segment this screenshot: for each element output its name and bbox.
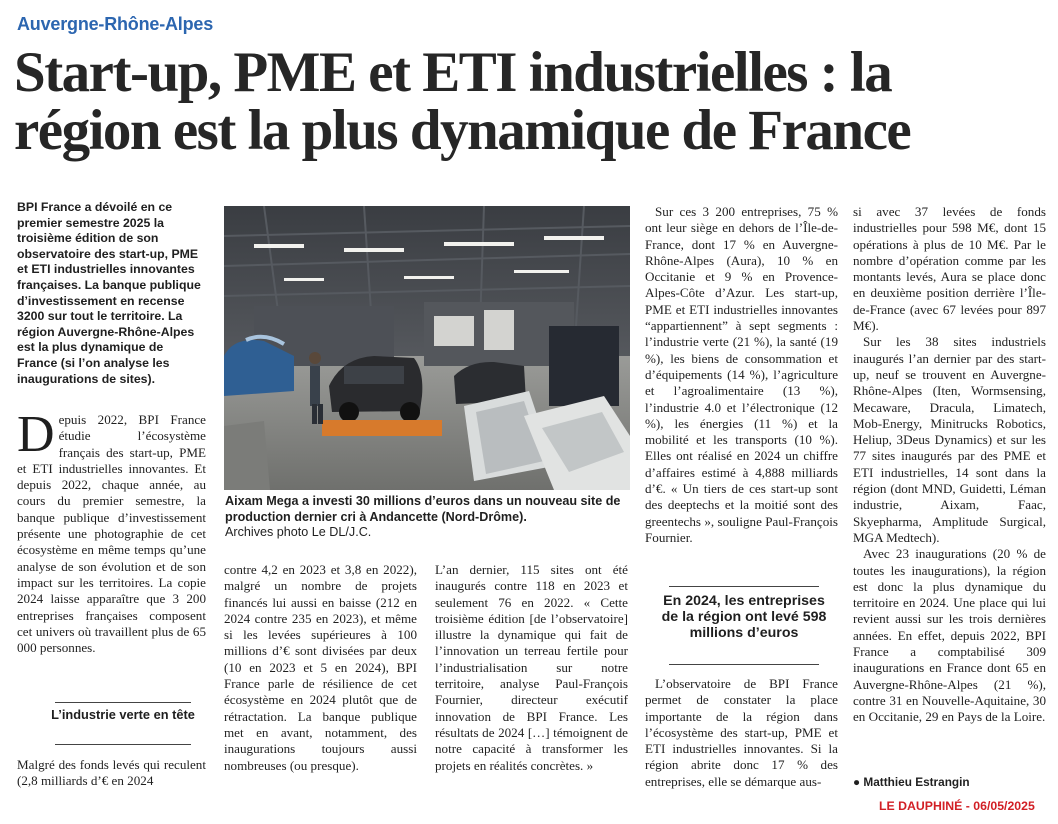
callout-rule-bottom bbox=[669, 664, 819, 665]
headline-line-2: région est la plus dynamique de France bbox=[14, 99, 911, 162]
author-name: Matthieu Estrangin bbox=[863, 775, 970, 789]
headline-line-1: Start-up, PME et ETI industrielles : la bbox=[14, 41, 892, 104]
author-signature bbox=[853, 775, 970, 789]
column-1-continued bbox=[17, 757, 206, 790]
paragraph-conclusion: Avec 23 inaugurations (20 % de toutes les inaugurations), la région est donc la plus dynamique du territoire en 2024. Une place qui lui revient aussi sur les trois dernières années. En effet, depuis 2022, BPI France a comptabilisé 309 inaugurations en France dont 65 en Auvergne-Rhône-Alpes (21 %), contre 31 en Nouvelle-Aquitaine, 30 en Occitanie, 29 en Pays de la Loire. bbox=[853, 546, 1046, 725]
column-2 bbox=[224, 562, 417, 774]
paragraph-segments: Sur ces 3 200 entreprises, 75 % ont leur siège en dehors de l’Île-de-France, dont 17 % en Auvergne-Rhône-Alpes (Aura), 10 % en Occitanie et 9 % en Provence-Alpes-Côte d’Azur. Les start-up, PME et ETI industrielles innovantes “appartiennent” à sept segments : l’industrie verte (21 %), la santé (19 %), les biens de consommation et d’équipements (14 %), l’agriculture et l’agroalimentaire (13 %), l’industrie 4.0 et l’électronique (12 %), les énergies (11 %) et la mobilité et les transports (10 %). Elles ont réalisé en 2024 un chiffre d’affaires estimé à 4,888 milliards d’€. « Un tiers de ces start-up sont des deeptechs et la moitié sont des greentechs », souligne Paul-François Fournier. bbox=[645, 204, 838, 545]
paragraph-sites: Sur les 38 sites industriels inaugurés l’an dernier par des start-up, neuf se trouvent en Auvergne-Rhône-Alpes (Iten, Wormsensing, Mecaware, Dracula, Limatech, Mob-Energy, Minitrucks Robotics, Heliup, 3Deus Dynamics) et sur les 77 sites inaugurés par des PME et ETI industrielles, 14 sont dans la région (dont MND, Guidetti, Léman industrie, Aixam, Faac, Skyepharma, Amplitude Surgical, MGA Medtech). bbox=[853, 334, 1046, 545]
caption-text: Aixam Mega a investi 30 millions d’euros dans un nouveau site de production dernier cri à Andancette (Nord-Drôme). bbox=[225, 494, 621, 524]
paragraph-resilience: contre 4,2 en 2023 et 3,8 en 2022), malgré un nombre de projets financés lui aussi en baisse (212 en 2024 contre 235 en 2023), et même si les levées supérieures à 100 millions d’€ sont divisées par deux (10 en 2023 et 5 en 2024), BPI France parle de résilience de cet écosystème en 2024 plutôt que de rétractation. La banque publique met en avant, notamment, des inaugurations toujours aussi nombreuses (ou presque). bbox=[224, 562, 417, 773]
subhead-rule-top bbox=[55, 702, 191, 703]
column-3 bbox=[435, 562, 628, 774]
column-1 bbox=[17, 406, 206, 656]
paragraph-observatory: L’observatoire de BPI France permet de constater la place importante de la région dans l’écosystème des start-up, PME et ETI industrielles innovantes. Si la région abrite donc 17 % des entreprises, elle se démarque aus- bbox=[645, 676, 838, 789]
region-label: Auvergne-Rhône-Alpes bbox=[17, 14, 214, 34]
paragraph-funds: Malgré des fonds levés qui reculent (2,8 milliards d’€ en 2024 bbox=[17, 757, 206, 789]
column-4-continued bbox=[645, 676, 838, 790]
callout-rule-top bbox=[669, 586, 819, 587]
drop-cap: D bbox=[17, 406, 55, 463]
paragraph-inaugurations: L’an dernier, 115 sites ont été inaugurés contre 118 en 2023 et seulement 76 en 2022. « Cette troisième édition [de l’observatoire] illustre la dynamique qui fait de l’innovation un terreau fertile pour l’industrialisation sur notre territoire, analyse Paul-François Fournier, directeur exécutif innovation de BPI France. Les résultats de 2024 […] témoignent de notre capacité à transformer les projets en réalités concrètes. » bbox=[435, 562, 628, 773]
headline bbox=[14, 41, 1054, 162]
lead-paragraph: BPI France a dévoilé en ce premier semestre 2025 la troisième édition de son observatoire des start-up, PME et ETI industrielles innovantes françaises. La banque publique d’investissement en recense 3200 sur tout le territoire. La région Auvergne-Rhône-Alpes est la plus dynamique de France (si l’on analyse les inaugurations de sites). bbox=[17, 200, 201, 386]
callout-box: En 2024, les entreprises de la région ont levé 598 millions d’euros bbox=[661, 593, 827, 642]
photo-credit: Archives photo Le DL/J.C. bbox=[225, 525, 372, 540]
column-5 bbox=[853, 204, 1046, 726]
bullet-icon: ● bbox=[853, 775, 861, 789]
intro-paragraph bbox=[17, 406, 206, 656]
intro-text: epuis 2022, BPI France étudie l’écosystème français des start-up, PME et ETI industrielles innovantes. Et depuis 2022, chaque année, au cours du premier semestre, la banque publique d’investissement présente une photographie de cet écosystème en même temps qu’une analyse de son évolution et de son impact sur les territoires. La copie 2024 laisse apparaître que 3 200 entreprises françaises composent cet univers où travaillent plus de 65 000 personnes. bbox=[17, 412, 206, 656]
subhead-rule-bottom bbox=[55, 744, 191, 745]
subhead-green-industry: L’industrie verte en tête bbox=[51, 707, 195, 722]
factory-photo bbox=[224, 206, 630, 490]
photo-caption bbox=[225, 494, 630, 541]
paragraph-fundraising: si avec 37 levées de fonds industrielles pour 598 M€, dont 15 opérations à plus de 10 M€. Par le nombre d’opération comme par les montants levés, Aura se place donc en deuxième position derrière l’Île-de-France (avec 67 levées pour 897 M€). bbox=[853, 204, 1046, 334]
source-footer: LE DAUPHINÉ - 06/05/2025 bbox=[879, 799, 1035, 813]
column-4 bbox=[645, 204, 838, 546]
